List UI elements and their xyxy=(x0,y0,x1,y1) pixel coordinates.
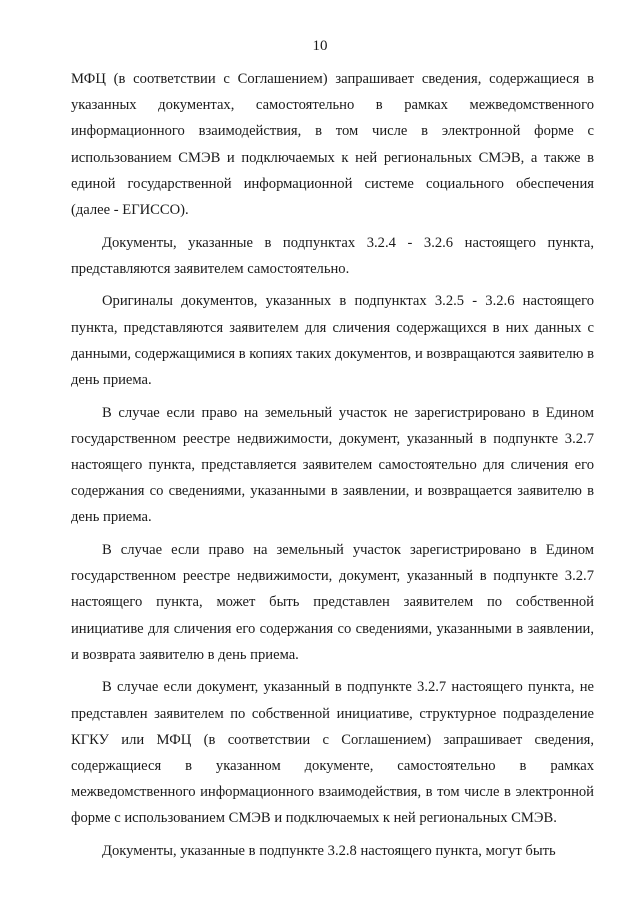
paragraph-6: В случае если документ, указанный в подпункте 3.2.7 настоящего пункта, не представлен заявителем по собственной инициативе, структурное подразделение КГКУ или МФЦ (в соответствии с Соглашением) запрашивает сведения, содержащиеся в указанном документе, самостоятельно в рамках межведомственного информационного взаимодействия, в том числе в электронной форме с использованием СМЭВ и подключаемых к ней региональных СМЭВ. xyxy=(71,679,594,827)
document-body xyxy=(71,66,594,864)
paragraph-7: Документы, указанные в подпункте 3.2.8 настоящего пункта, могут быть xyxy=(102,843,556,860)
paragraph-1: МФЦ (в соответствии с Соглашением) запрашивает сведения, содержащиеся в указанных документах, самостоятельно в рамках межведомственного информационного взаимодействия, в том числе в электронной форме с использованием СМЭВ и подключаемых к ней региональных СМЭВ, а также в единой государственной информационной системе социального обеспечения (далее - ЕГИССО). xyxy=(71,71,594,219)
paragraph-4: В случае если право на земельный участок не зарегистрировано в Едином государственном реестре недвижимости, документ, указанный в подпункте 3.2.7 настоящего пункта, представляется заявителем самостоятельно для сличения его содержания со сведениями, указанными в заявлении, и возвращается заявителю в день приема. xyxy=(71,404,594,526)
paragraph-2: Документы, указанные в подпунктах 3.2.4 - 3.2.6 настоящего пункта, представляются заявителем самостоятельно. xyxy=(71,234,594,277)
paragraph-3: Оригиналы документов, указанных в подпунктах 3.2.5 - 3.2.6 настоящего пункта, представляются заявителем для сличения содержащихся в них данных с данными, содержащимися в копиях таких документов, и возвращаются заявителю в день приема. xyxy=(71,293,594,389)
paragraph-5: В случае если право на земельный участок зарегистрировано в Едином государственном реестре недвижимости, документ, указанный в подпункте 3.2.7 настоящего пункта, может быть представлен заявителем по собственной инициативе для сличения его содержания со сведениями, указанными в заявлении, и возврата заявителю в день приема. xyxy=(71,542,594,663)
page-number: 10 xyxy=(312,38,328,54)
